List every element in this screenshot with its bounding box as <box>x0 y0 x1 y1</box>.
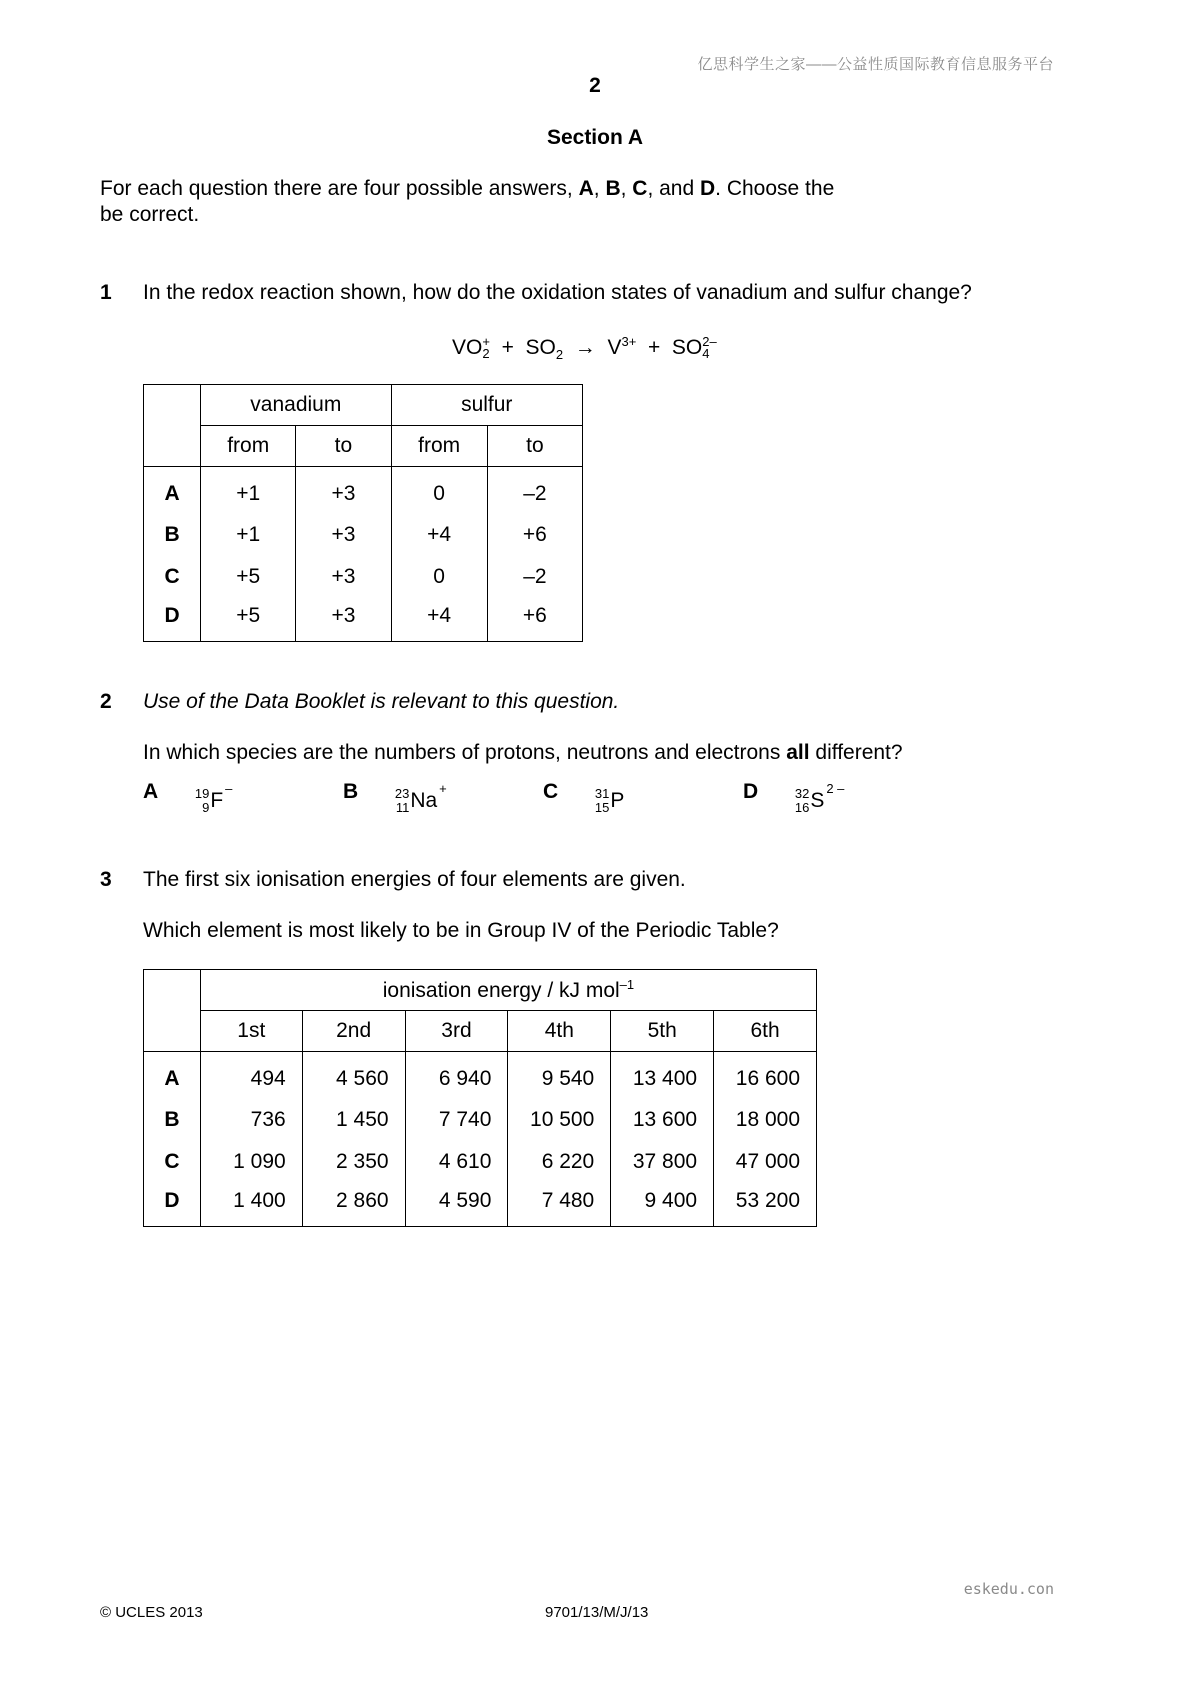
table-cell: 2 350 <box>302 1141 405 1183</box>
mass-number: 31 <box>594 786 610 801</box>
table-row <box>144 1141 817 1183</box>
option-label: D <box>743 780 759 803</box>
table-cell: 6 220 <box>508 1141 611 1183</box>
table-cell: +5 <box>201 556 296 598</box>
table-cell: 0 <box>391 556 487 598</box>
eq-vo2-charge: + <box>482 334 490 350</box>
eq-vo2-sub: 2 <box>482 346 490 362</box>
atomic-number: 9 <box>202 800 210 815</box>
watermark-bottom: eskedu.con <box>963 1580 1054 1598</box>
table-cell: 494 <box>200 1052 302 1099</box>
table-cell: +3 <box>296 514 391 556</box>
atomic-number: 11 <box>395 800 410 815</box>
eq-arrow: → <box>574 336 596 359</box>
q2-number: 2 <box>100 690 112 713</box>
table-cell: 2 860 <box>302 1183 405 1227</box>
table-cell: 7 480 <box>508 1183 611 1227</box>
watermark-top: 亿思科学生之家——公益性质国际教育信息服务平台 <box>697 56 1054 73</box>
q2-option-b <box>343 780 447 815</box>
table-cell: 53 200 <box>714 1183 817 1227</box>
q1-table-corner <box>144 385 201 467</box>
q1-sub-header: to <box>296 426 391 467</box>
q3-table <box>143 969 817 1227</box>
q3-col-header: 2nd <box>302 1011 405 1052</box>
option-label: A <box>143 780 159 803</box>
row-letter: D <box>144 598 201 642</box>
table-cell: +6 <box>487 514 582 556</box>
q1-sub-header: to <box>487 426 582 467</box>
table-cell: +3 <box>296 467 391 514</box>
table-cell: 4 560 <box>302 1052 405 1099</box>
table-row <box>144 1183 817 1227</box>
table-cell: 47 000 <box>714 1141 817 1183</box>
ion-charge: + <box>439 781 447 796</box>
q3-text1: The first six ionisation energies of four elements are given. <box>143 868 686 891</box>
q3-header <box>200 970 816 1011</box>
table-cell: +1 <box>201 514 296 556</box>
table-cell: –2 <box>487 556 582 598</box>
eq-v-charge: 3+ <box>621 334 637 349</box>
q1-header-sulfur: sulfur <box>391 385 582 426</box>
table-row <box>144 1052 817 1099</box>
q3-header-sup: –1 <box>619 977 635 992</box>
q2-text-part1: In which species are the numbers of protons, neutrons and electrons <box>143 741 787 764</box>
q1-text: In the redox reaction shown, how do the oxidation states of vanadium and sulfur change? <box>143 281 972 304</box>
table-cell: 13 600 <box>611 1099 714 1141</box>
q3-col-header: 4th <box>508 1011 611 1052</box>
table-cell: 1 090 <box>200 1141 302 1183</box>
instr-end: . Choose the <box>715 177 835 200</box>
table-cell: 16 600 <box>714 1052 817 1099</box>
table-cell: 18 000 <box>714 1099 817 1141</box>
instr-and: , and <box>647 177 700 200</box>
q2-text-bold: all <box>786 741 810 764</box>
table-cell: 37 800 <box>611 1141 714 1183</box>
instr-a: A <box>578 177 594 200</box>
table-cell: 1 450 <box>302 1099 405 1141</box>
instr-comma1: , <box>593 177 606 200</box>
table-cell: +6 <box>487 598 582 642</box>
table-row <box>144 1099 817 1141</box>
eq-so2-sub: 2 <box>555 347 564 363</box>
footer-paper-code: 9701/13/M/J/13 <box>545 1604 649 1621</box>
table-cell: –2 <box>487 467 582 514</box>
q2-option-a <box>143 780 232 815</box>
row-letter: C <box>144 1141 201 1183</box>
eq-plus2: + <box>647 336 661 359</box>
mass-number: 32 <box>794 786 810 801</box>
table-cell: +1 <box>201 467 296 514</box>
table-cell: 6 940 <box>405 1052 508 1099</box>
q3-col-header: 6th <box>714 1011 817 1052</box>
q3-header-text: ionisation energy / kJ mol <box>382 979 620 1002</box>
eq-so4: SO <box>671 336 703 359</box>
table-row <box>144 556 583 598</box>
table-row <box>144 598 583 642</box>
table-cell: 1 400 <box>200 1183 302 1227</box>
instructions <box>100 176 920 228</box>
instr-b: B <box>605 177 621 200</box>
page-number: 2 <box>589 74 601 97</box>
ion-charge: 2 – <box>826 781 845 796</box>
table-cell: 4 590 <box>405 1183 508 1227</box>
row-letter: D <box>144 1183 201 1227</box>
ion-charge: – <box>225 781 233 796</box>
q3-table-corner <box>144 970 201 1052</box>
element-symbol: F <box>210 789 224 812</box>
instr-d: D <box>700 177 716 200</box>
q1-number: 1 <box>100 281 112 304</box>
instructions-text: For each question there are four possible answers, <box>100 177 579 200</box>
row-letter: A <box>144 467 201 514</box>
q1-table <box>143 384 583 642</box>
q3-col-header: 3rd <box>405 1011 508 1052</box>
table-cell: +3 <box>296 598 391 642</box>
table-row <box>144 467 583 514</box>
table-cell: 9 540 <box>508 1052 611 1099</box>
table-cell: 13 400 <box>611 1052 714 1099</box>
mass-number: 19 <box>194 786 210 801</box>
table-cell: +4 <box>391 598 487 642</box>
q1-header-vanadium: vanadium <box>201 385 391 426</box>
instr-comma2: , <box>620 177 633 200</box>
instructions-line2: be correct. <box>100 203 200 226</box>
q2-text-part2: different? <box>809 741 903 764</box>
q1-sub-header: from <box>201 426 296 467</box>
option-label: B <box>343 780 359 803</box>
footer-copyright: © UCLES 2013 <box>100 1604 203 1621</box>
table-cell: 10 500 <box>508 1099 611 1141</box>
q2-text <box>143 741 903 765</box>
mass-number: 23 <box>394 786 410 801</box>
q2-intro: Use of the Data Booklet is relevant to this question. <box>143 690 620 713</box>
table-cell: +3 <box>296 556 391 598</box>
instr-c: C <box>632 177 648 200</box>
section-title: Section A <box>546 126 644 149</box>
q2-option-d <box>743 780 844 815</box>
table-cell: 4 610 <box>405 1141 508 1183</box>
table-cell: +4 <box>391 514 487 556</box>
q1-sub-header: from <box>391 426 487 467</box>
eq-vo2: VO <box>452 336 483 359</box>
table-cell: 0 <box>391 467 487 514</box>
q3-text2: Which element is most likely to be in Group IV of the Periodic Table? <box>143 919 779 942</box>
table-cell: +5 <box>201 598 296 642</box>
eq-so4-charge: 2– <box>702 334 717 350</box>
q1-equation <box>452 334 717 362</box>
row-letter: B <box>144 514 201 556</box>
element-symbol: S <box>810 789 825 812</box>
q3-col-header: 5th <box>611 1011 714 1052</box>
table-cell: 7 740 <box>405 1099 508 1141</box>
row-letter: B <box>144 1099 201 1141</box>
eq-plus1: + <box>501 336 514 359</box>
q3-number: 3 <box>100 868 112 891</box>
table-cell: 736 <box>200 1099 302 1141</box>
q3-col-header: 1st <box>200 1011 302 1052</box>
eq-v: V <box>607 336 622 359</box>
element-symbol: Na <box>410 789 438 812</box>
row-letter: C <box>144 556 201 598</box>
table-cell: 9 400 <box>611 1183 714 1227</box>
option-label: C <box>543 780 559 803</box>
eq-so4-sub: 4 <box>702 346 710 362</box>
atomic-number: 16 <box>794 800 810 815</box>
atomic-number: 15 <box>594 800 610 815</box>
q2-option-c <box>543 780 626 815</box>
row-letter: A <box>144 1052 201 1099</box>
element-symbol: P <box>610 789 625 812</box>
eq-so2: SO <box>525 336 556 359</box>
table-row <box>144 514 583 556</box>
